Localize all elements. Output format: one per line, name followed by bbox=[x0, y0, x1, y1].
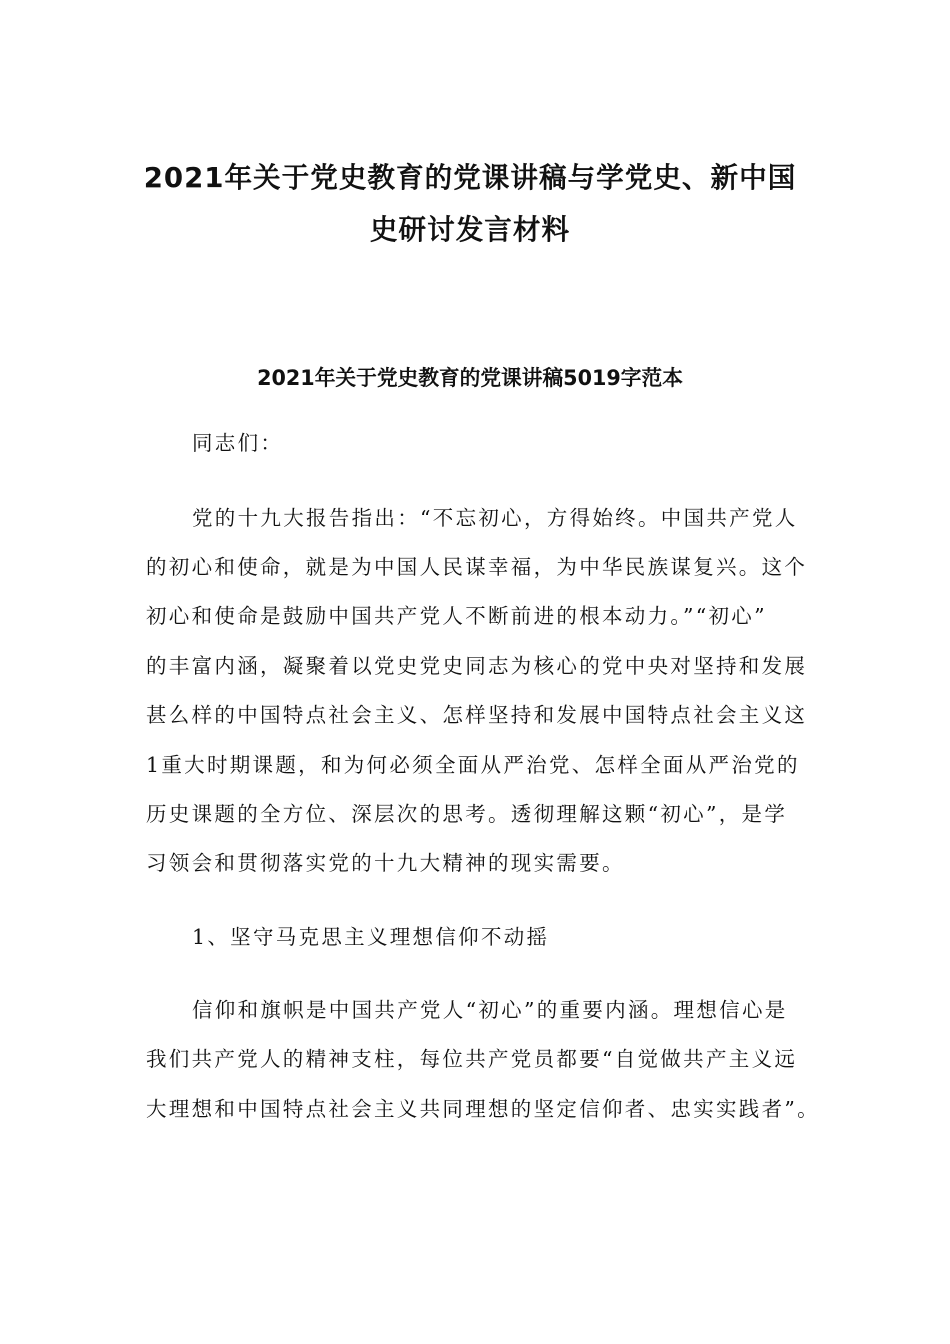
paragraph-1-line: 党的十九大报告指出：“不忘初心，方得始终。中国共产党人 bbox=[192, 506, 798, 530]
paragraph-2-line: 大理想和中国特点社会主义共同理想的坚定信仰者、忠实实践者”。 bbox=[146, 1097, 820, 1121]
subheading-1: 1、坚守马克思主义理想信仰不动摇 bbox=[192, 925, 550, 949]
salutation: 同志们： bbox=[192, 431, 284, 455]
paragraph-2-line: 我们共产党人的精神支柱，每位共产党员都要“自觉做共产主义远 bbox=[146, 1047, 798, 1071]
paragraph-1-line: 历史课题的全方位、深层次的思考。透彻理解这颗“初心”，是学 bbox=[146, 802, 788, 826]
section-heading: 2021年关于党史教育的党课讲稿5019字范本 bbox=[257, 366, 683, 390]
paragraph-1-line: 甚么样的中国特点社会主义、怎样坚持和发展中国特点社会主义这 bbox=[146, 703, 808, 727]
paragraph-1-line: 的丰富内涵，凝聚着以党史党史同志为核心的党中央对坚持和发展 bbox=[146, 654, 808, 678]
document-title-line-2: 史研讨发言材料 bbox=[369, 213, 571, 246]
document-title-line-1: 2021年关于党史教育的党课讲稿与学党史、新中国 bbox=[143, 161, 797, 194]
paragraph-2-line: 信仰和旗帜是中国共产党人“初心”的重要内涵。理想信心是 bbox=[192, 998, 788, 1022]
paragraph-1-line: 的初心和使命，就是为中国人民谋幸福，为中华民族谋复兴。这个 bbox=[146, 555, 808, 579]
paragraph-1-line: 1重大时期课题，和为何必须全面从严治党、怎样全面从严治党的 bbox=[146, 753, 800, 777]
paragraph-1-line: 习领会和贯彻落实党的十九大精神的现实需要。 bbox=[146, 851, 625, 875]
paragraph-1-line: 初心和使命是鼓励中国共产党人不断前进的根本动力。”“初心” bbox=[146, 604, 767, 628]
